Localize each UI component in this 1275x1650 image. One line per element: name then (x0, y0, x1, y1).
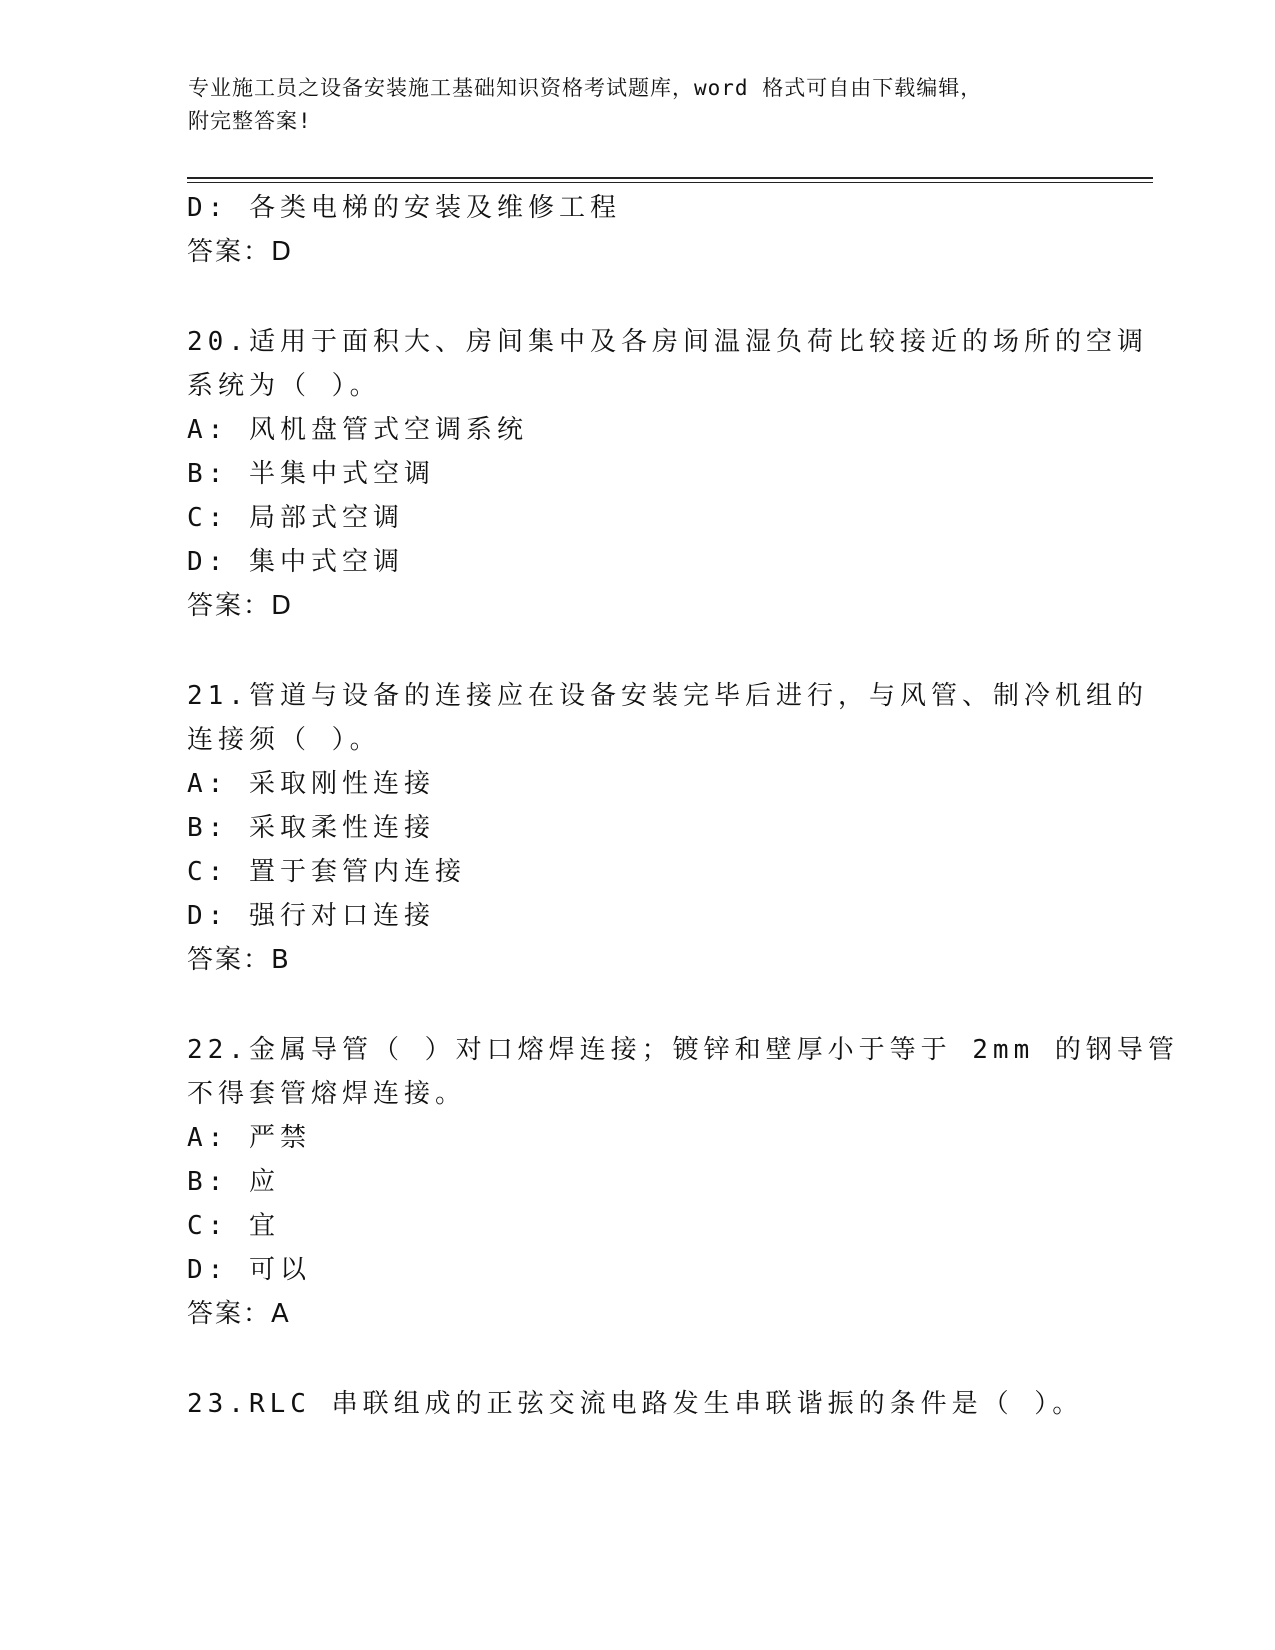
option-b: B: 半集中式空调 (187, 459, 435, 489)
answer-line: 答案：D (187, 591, 294, 621)
option-a: A: 采取刚性连接 (187, 769, 435, 799)
question-stem-22: 22.金属导管（ ）对口熔焊连接；镀锌和壁厚小于等于 2mm 的钢导管 (187, 1035, 1179, 1065)
option-a: A: 风机盘管式空调系统 (187, 415, 528, 445)
question-stem-23: 23.RLC 串联组成的正弦交流电路发生串联谐振的条件是（ ）。 (187, 1389, 1084, 1419)
option-d: D: 强行对口连接 (187, 901, 435, 931)
option-d: D: 集中式空调 (187, 547, 404, 577)
answer-line: 答案：B (187, 945, 291, 975)
question-stem-20: 20.适用于面积大、房间集中及各房间温湿负荷比较接近的场所的空调 (187, 327, 1148, 357)
option-c: C: 置于套管内连接 (187, 857, 466, 887)
option-c: C: 局部式空调 (187, 503, 404, 533)
option-c: C: 宜 (187, 1211, 280, 1241)
question-stem-21-cont: 连接须（ ）。 (187, 725, 381, 755)
answer-line: 答案：A (187, 1299, 291, 1329)
header-divider-thin (187, 182, 1153, 183)
option-b: B: 采取柔性连接 (187, 813, 435, 843)
header-line-2: 附完整答案! (188, 109, 312, 133)
answer-line: 答案：D (187, 237, 294, 267)
option-b: B: 应 (187, 1167, 280, 1197)
option-d: D: 可以 (187, 1255, 311, 1285)
header-line-1: 专业施工员之设备安装施工基础知识资格考试题库，word 格式可自由下载编辑， (188, 76, 983, 100)
question-stem-22-cont: 不得套管熔焊连接。 (187, 1079, 467, 1109)
option-d: D: 各类电梯的安装及维修工程 (187, 193, 621, 223)
header-divider-thick (187, 177, 1153, 179)
document-header (188, 72, 1068, 138)
question-stem-20-cont: 系统为（ ）。 (187, 371, 381, 401)
question-stem-21: 21.管道与设备的连接应在设备安装完毕后进行，与风管、制冷机组的 (187, 681, 1148, 711)
option-a: A: 严禁 (187, 1123, 311, 1153)
